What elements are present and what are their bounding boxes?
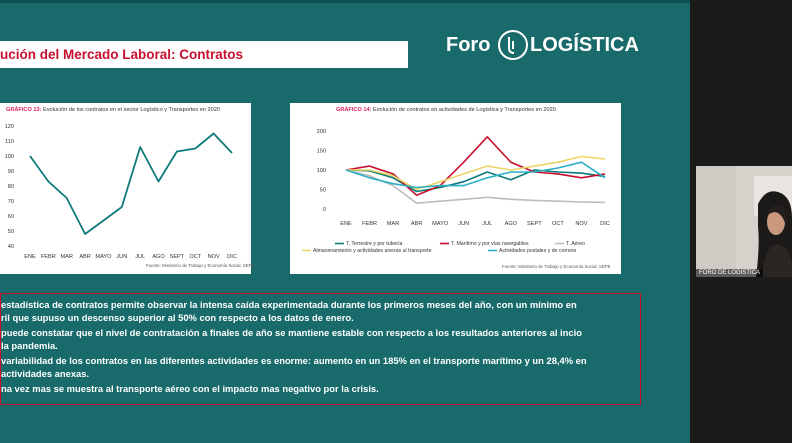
logo-text-logistica: LOGÍSTICA [530, 34, 639, 56]
chart-2-x-tick-label: JUL [482, 221, 493, 227]
bullet-line-3: puede constatar que el nivel de contratación a finales de año se mantiene estable con respecto a los resultados anteriores al incio [1, 327, 582, 338]
bullet-line-1: estadística de contratos permite observar la intensa caída experimentada durante los primeros meses del año, con un mínimo en [1, 299, 577, 310]
chart-1-y-tick-label: 100 [4, 154, 14, 160]
chart-1-x-tick-label: MAYO [95, 254, 112, 260]
chart-1-x-tick-label: ABR [79, 254, 91, 260]
chart-1-y-tick-label: 50 [7, 229, 14, 235]
chart-2-svg [290, 103, 621, 274]
chart-1-y-tick-label: 120 [4, 124, 14, 130]
chart-1-y-tick-label: 90 [7, 169, 14, 175]
bullet-line-7: na vez mas se muestra al transporte aéreo con el impacto mas negativo por la crisis. [1, 383, 379, 394]
chart-1-x-tick-label: DIC [227, 254, 237, 260]
chart-2-x-tick-label: ENE [340, 221, 352, 227]
chart-2-x-tick-label: JUN [458, 221, 470, 227]
chart-2-x-tick-label: AGO [504, 221, 518, 227]
logo-text-foro: Foro [446, 34, 491, 56]
chart-1-y-tick-label: 70 [7, 199, 14, 205]
slide-top-border [0, 0, 690, 3]
bullet-line-4: la pandemia. [1, 340, 58, 351]
chart-2-x-tick-label: SEPT [527, 221, 542, 227]
chart-card-contratos-actividades [290, 103, 621, 274]
chart-2-y-tick-label: 0 [322, 207, 326, 213]
legend-4-label: Almacenamiento y actividades anexas al transporte [313, 248, 432, 254]
legend-5-label: Actividades postales y de correos [499, 248, 577, 254]
chart-2-x-tick-label: MAR [386, 221, 400, 227]
chart-1-y-tick-label: 40 [7, 244, 14, 250]
chart-1-x-tick-label: FEBR [40, 254, 56, 260]
legend-3-label: T. Aéreo [566, 241, 586, 247]
chart-2-x-tick-label: MAYO [432, 221, 449, 227]
chart-1-x-tick-label: JUN [116, 254, 128, 260]
chart-1-x-tick-label: AGO [152, 254, 165, 260]
chart-1-title: Evolución de los contratos en el sector Logístico y Transportes en 2020 [41, 107, 220, 113]
slide-title: ución del Mercado Laboral: Contratos [0, 47, 244, 62]
chart-1-source: Fuente: Ministerio de Trabajo y Economía Social, SEPE [146, 263, 255, 268]
chart-2-title: Evolución de contratos en actividades de Logística y Transportes en 2020 [371, 107, 556, 113]
bullet-line-5: variabilidad de los contratos en las diferentes actividades es enorme: aumento en un 185% en el transporte marítimo y un 28,4% en [1, 355, 587, 366]
chart-2-x-tick-label: OCT [552, 221, 564, 227]
chart-1-y-tick-label: 60 [7, 214, 14, 220]
chart-1-x-tick-label: ENE [24, 254, 36, 260]
chart-1-svg [0, 103, 251, 274]
chart-1-x-tick-label: OCT [189, 254, 202, 260]
chart-2-y-tick-label: 100 [316, 168, 326, 174]
chart-1-y-tick-label: 110 [5, 139, 14, 145]
legend-1-label: T. Terrestre y por tubería [346, 241, 403, 247]
chart-1-x-tick-label: JUL [135, 254, 146, 260]
chart-1-x-tick-label: SEPT [169, 254, 185, 260]
chart-2-source: Fuente: Ministerio de Trabajo y Economía Social, SEPE [502, 264, 611, 269]
chart-2-y-tick-label: 200 [316, 129, 326, 135]
chart-2-x-tick-label: NOV [575, 221, 588, 227]
chart-1-x-tick-label: MAR [60, 254, 73, 260]
chart-2-y-tick-label: 150 [316, 148, 326, 155]
bullet-line-2: ril que supuso un descenso superior al 50% con respecto a los datos de enero. [1, 312, 354, 323]
chart-1-x-tick-label: NOV [207, 254, 220, 260]
chart-1-label: GRÁFICO 13: [6, 107, 42, 113]
chart-card-contratos-sector [0, 103, 255, 274]
chart-1-y-tick-label: 80 [7, 184, 14, 190]
chart-2-x-tick-label: DIC [600, 221, 610, 227]
slide-title-bar [0, 41, 408, 68]
bullet-line-6: actividades anexas. [1, 368, 90, 379]
participant-name-label: FORO DE LOGISTICA [696, 269, 763, 277]
participant-video-tile[interactable] [696, 166, 792, 277]
chart-1-series-1-line [30, 134, 232, 235]
chart-2-x-tick-label: ABR [410, 221, 423, 227]
chart-2-x-tick-label: FEBR [362, 221, 378, 227]
participant-video-image [696, 166, 792, 277]
summary-text-box [0, 293, 641, 405]
chart-2-y-tick-label: 50 [319, 187, 326, 194]
chart-2-label: GRÁFICO 14: [336, 107, 372, 113]
logo-emblem-icon [498, 30, 528, 60]
legend-2-label: T. Marítimo y por vías navegables [451, 241, 529, 247]
